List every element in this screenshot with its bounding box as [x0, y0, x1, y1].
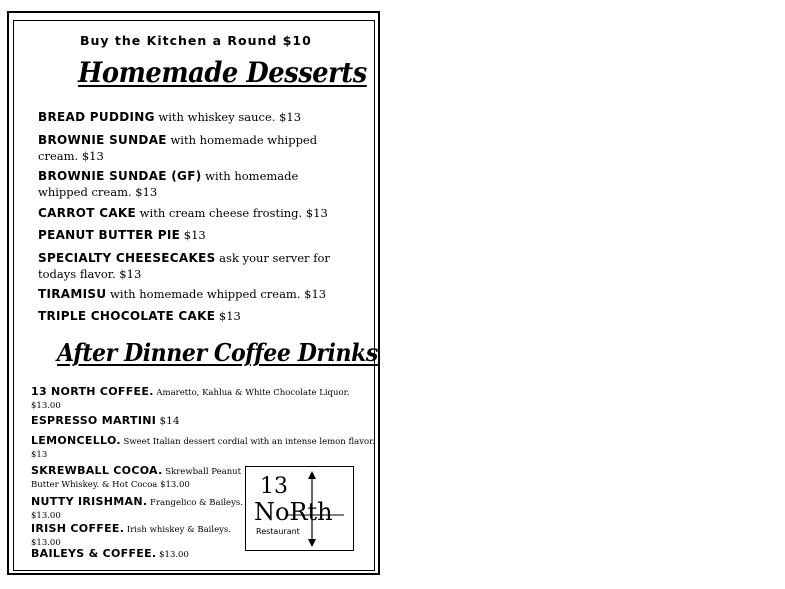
logo-arrow-up: [308, 471, 316, 479]
dessert-name: CARROT CAKE: [38, 206, 137, 220]
coffee-item: [31, 415, 180, 427]
coffee-price: $13.00: [156, 550, 189, 560]
restaurant-logo: [245, 466, 354, 551]
coffee-desc: Skrewball Peanut: [162, 467, 242, 477]
coffee-name: IRISH COFFEE.: [31, 522, 125, 535]
coffee-item: [31, 435, 375, 461]
dessert-desc: with homemade whipped: [166, 133, 318, 147]
logo-name: NoRth: [254, 498, 333, 526]
coffee-desc: Butter Whiskey. & Hot Cocoa $13.00: [31, 480, 190, 490]
dessert-name: TIRAMISU: [38, 287, 107, 301]
dessert-item: [38, 205, 328, 221]
dessert-name: TRIPLE CHOCOLATE CAKE: [38, 309, 216, 323]
dessert-item: [38, 308, 241, 324]
coffee-heading: After Dinner Coffee Drinks: [57, 338, 378, 367]
dessert-desc: $13: [215, 309, 241, 323]
logo-number: 13: [260, 474, 288, 499]
logo-arrow-down: [308, 539, 316, 547]
coffee-name: BAILEYS & COFFEE.: [31, 547, 157, 560]
dessert-name: BROWNIE SUNDAE (GF): [38, 169, 202, 183]
logo-graphic: [246, 467, 353, 550]
coffee-desc: Sweet Italian dessert cordial with an intense lemon flavor.: [120, 437, 375, 447]
coffee-desc: Amaretto, Kahlua & White Chocolate Liquor.: [153, 388, 350, 398]
dessert-desc: cream. $13: [38, 149, 104, 163]
dessert-name: PEANUT BUTTER PIE: [38, 228, 181, 242]
coffee-name: LEMONCELLO.: [31, 434, 121, 447]
dessert-desc: todays flavor. $13: [38, 267, 142, 281]
coffee-name: 13 NORTH COFFEE.: [31, 385, 154, 398]
coffee-desc: Irish whiskey & Baileys.: [124, 525, 231, 535]
dessert-item: [38, 286, 326, 302]
dessert-item: [38, 109, 301, 125]
coffee-item: [31, 465, 241, 491]
dessert-desc: with whiskey sauce. $13: [154, 110, 302, 124]
dessert-item: [38, 250, 330, 282]
desserts-heading: Homemade Desserts: [78, 56, 367, 89]
coffee-name: ESPRESSO MARTINI: [31, 414, 157, 427]
coffee-price: $13: [31, 450, 48, 460]
dessert-name: BREAD PUDDING: [38, 110, 155, 124]
coffee-item: [31, 386, 349, 412]
dessert-desc: ask your server for: [215, 251, 330, 265]
logo-subtitle: Restaurant: [256, 527, 300, 536]
coffee-price: $13.00: [31, 401, 61, 411]
coffee-item: [31, 496, 243, 522]
dessert-name: SPECIALTY CHEESECAKES: [38, 251, 216, 265]
coffee-item: [31, 548, 189, 561]
coffee-desc: $14: [156, 415, 180, 427]
dessert-item: [38, 132, 317, 164]
dessert-desc: with homemade whipped cream. $13: [106, 287, 327, 301]
dessert-desc: $13: [180, 228, 206, 242]
dessert-desc: with homemade: [201, 169, 299, 183]
coffee-item: [31, 523, 231, 549]
coffee-name: NUTTY IRISHMAN.: [31, 495, 148, 508]
coffee-desc: Frangelico & Baileys.: [147, 498, 243, 508]
coffee-price: $13.00: [31, 511, 61, 521]
dessert-desc: with cream cheese frosting. $13: [136, 206, 328, 220]
promo-line: Buy the Kitchen a Round $10: [80, 33, 312, 48]
dessert-item: [38, 227, 206, 243]
coffee-price: $13.00: [31, 538, 61, 548]
dessert-item: [38, 168, 298, 200]
dessert-name: BROWNIE SUNDAE: [38, 133, 167, 147]
dessert-desc: whipped cream. $13: [38, 185, 158, 199]
coffee-name: SKREWBALL COCOA.: [31, 464, 163, 477]
